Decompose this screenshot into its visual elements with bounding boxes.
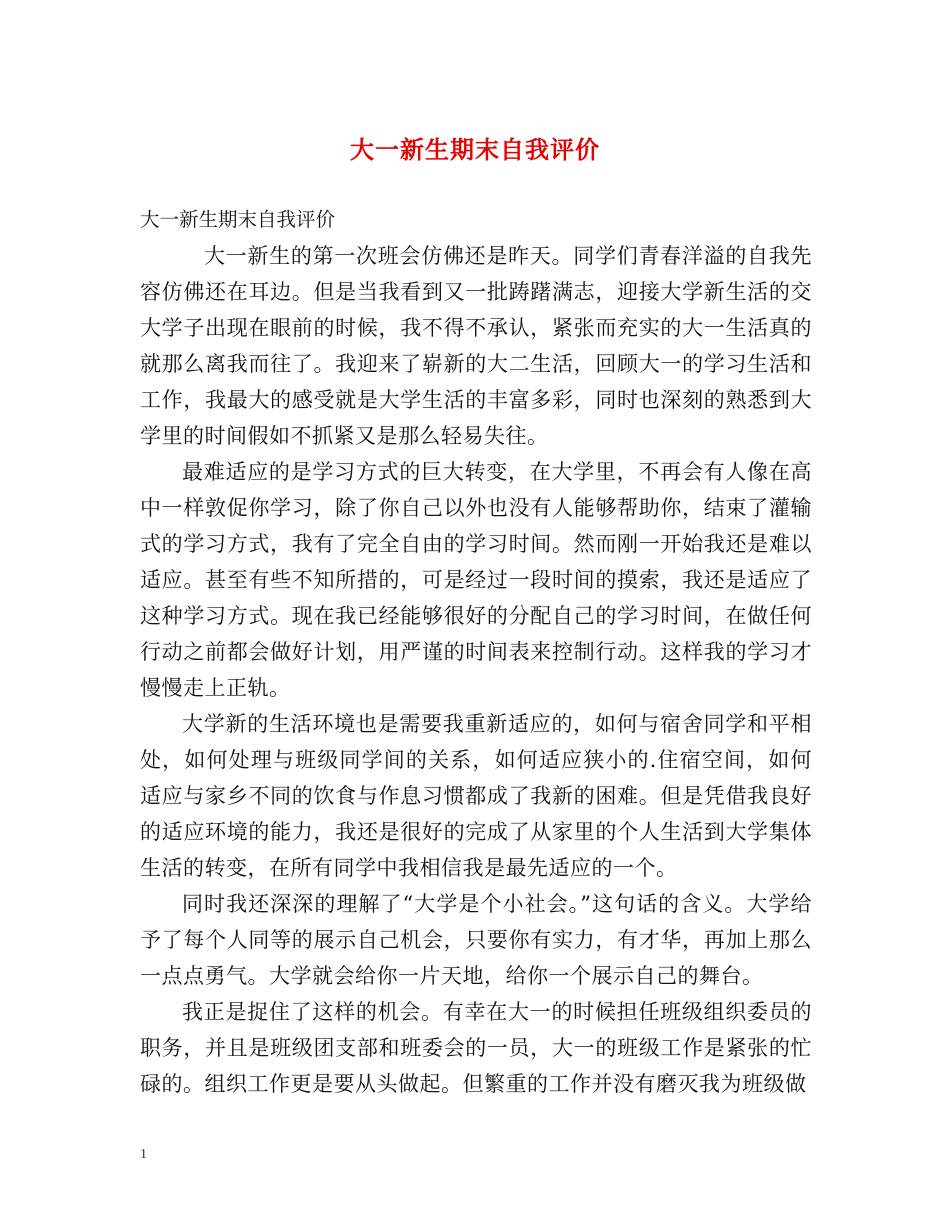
page-number: 1 — [140, 1147, 147, 1162]
paragraph: 大一新生的第一次班会仿佛还是昨天。同学们青春洋溢的自我先容仿佛还在耳边。但是当我看到又一批踌躇满志，迎接大学新生活的交大学子出现在眼前的时候，我不得不承认，紧张而充实的大一生活真的就那么离我而往了。我迎来了崭新的大二生活，回顾大一的学习生活和工作，我最大的感受就是大学生活的丰富多彩，同时也深刻的熟悉到大学里的时间假如不抓紧又是那么轻易失往。 — [140, 244, 812, 448]
document-body — [140, 202, 812, 1102]
document-title: 大一新生期末自我评价 — [350, 135, 600, 164]
paragraph: 大学新的生活环境也是需要我重新适应的，如何与宿舍同学和平相处，如何处理与班级同学间的关系，如何适应狭小的.住宿空间，如何适应与家乡不同的饮食与作息习惯都成了我新的困难。但是凭借我良好的适应环境的能力，我还是很好的完成了从家里的个人生活到大学集体生活的转变，在所有同学中我相信我是最先适应的一个。 — [140, 712, 812, 880]
paragraph: 最难适应的是学习方式的巨大转变，在大学里，不再会有人像在高中一样敦促你学习，除了你自己以外也没有人能够帮助你，结束了灌输式的学习方式，我有了完全自由的学习时间。然而刚一开始我还是难以适应。甚至有些不知所措的，可是经过一段时间的摸索，我还是适应了这种学习方式。现在我已经能够很好的分配自己的学习时间，在做任何行动之前都会做好计划，用严谨的时间表来控制行动。这样我的学习才慢慢走上正轨。 — [140, 460, 812, 700]
document-subtitle: 大一新生期末自我评价 — [140, 208, 336, 231]
paragraph: 同时我还深深的理解了“大学是个小社会。”这句话的含义。大学给予了每个人同等的展示自己机会，只要你有实力，有才华，再加上那么一点点勇气。大学就会给你一片天地，给你一个展示自己的舞台。 — [140, 892, 812, 988]
paragraph: 我正是捉住了这样的机会。有幸在大一的时候担任班级组织委员的职务，并且是班级团支部和班委会的一员，大一的班级工作是紧张的忙碌的。组织工作更是要从头做起。但繁重的工作并没有磨灭我为班级做 — [140, 1000, 812, 1096]
